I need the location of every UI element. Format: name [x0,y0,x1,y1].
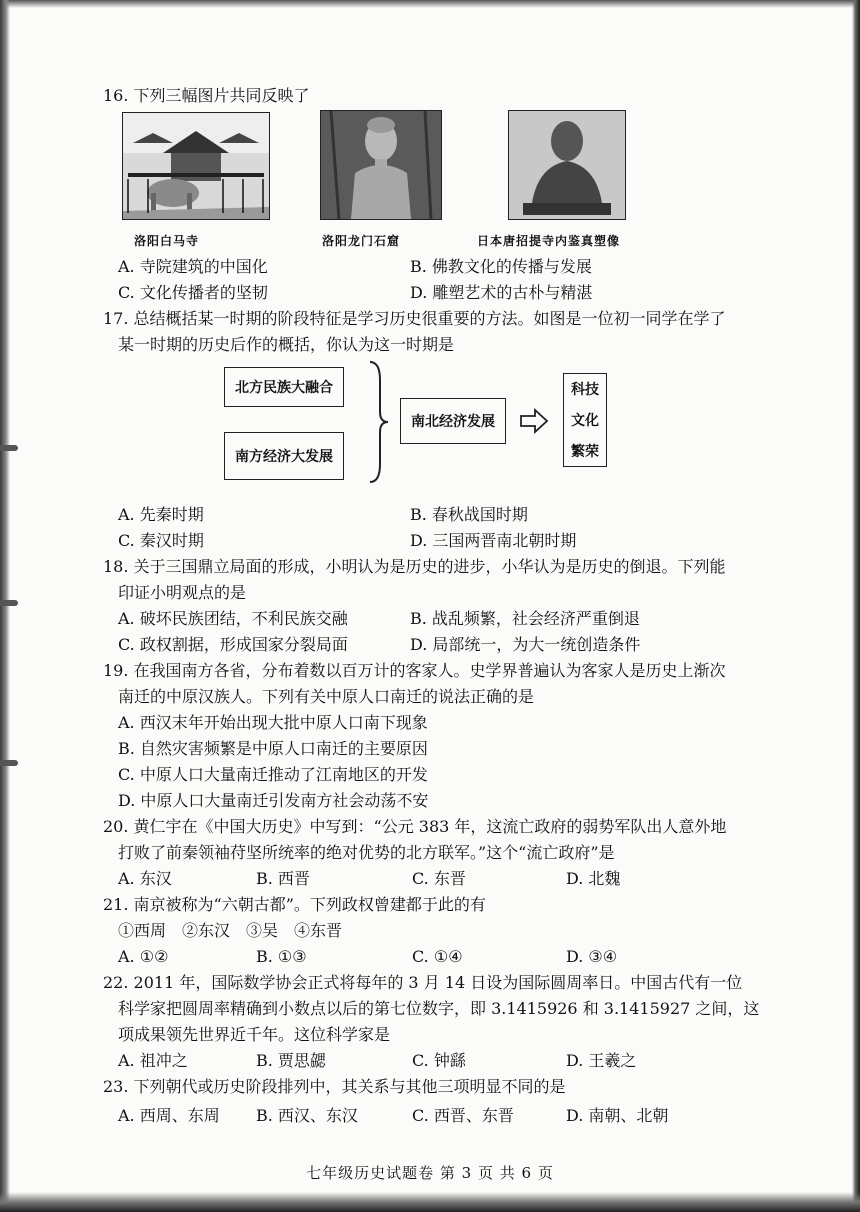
q19-stem-line1: 19. 在我国南方各省，分布着数以百万计的客家人。史学界普遍认为客家人是历史上渐次 [103,661,726,680]
q20-stem-line1: 20. 黄仁宇在《中国大历史》中写到：“公元 383 年，这流亡政府的弱势军队出人意外地 [103,817,727,836]
q23-option-d: D. 南朝、北朝 [566,1106,669,1125]
page-footer: 七年级历史试题卷 第 3 页 共 6 页 [306,1164,554,1182]
q17-option-a: A. 先秦时期 [118,505,204,524]
page-edge-bottom [0,1192,860,1212]
diagram-right-line: 文化 [571,412,599,429]
q20-option-b: B. 西晋 [256,869,310,888]
diagram-box-right [563,373,607,467]
photo-caption: 洛阳龙门石窟 [322,234,401,248]
page-edge-top [0,0,860,8]
q22-stem-line2: 科学家把圆周率精确到小数点以后的第七位数字，即 3.1415926 和 3.1415927 之间，这 [118,999,760,1018]
diagram-right-line: 繁荣 [571,443,599,460]
torn-edge-mark [0,600,18,606]
q23-option-c: C. 西晋、东晋 [412,1106,514,1125]
right-arrow-icon [519,408,549,434]
q20-stem-line2: 打败了前秦领袖苻坚所统率的绝对优势的北方联军。”这个“流亡政府”是 [118,843,615,862]
q18-stem-line2: 印证小明观点的是 [118,583,247,602]
photo-caption: 日本唐招提寺内鉴真塑像 [477,234,621,248]
q20-option-a: A. 东汉 [118,869,172,888]
q22-option-a: A. 祖冲之 [118,1051,188,1070]
torn-edge-mark [0,760,18,766]
q21-items: ①西周 ②东汉 ③吴 ④东晋 [118,921,343,940]
q16-option-a: A. 寺院建筑的中国化 [118,257,268,276]
q23-option-a: A. 西周、东周 [118,1106,220,1125]
q16-option-c: C. 文化传播者的坚韧 [118,283,268,302]
q20-option-d: D. 北魏 [566,869,621,888]
diagram-box-north: 北方民族大融合 [224,367,344,407]
diagram-box-south: 南方经济大发展 [224,432,344,480]
q21-option-a: A. ①② [118,947,169,966]
q19-option-a: A. 西汉末年开始出现大批中原人口南下现象 [118,713,428,732]
q17-stem-line2: 某一时期的历史后作的概括，你认为这一时期是 [118,335,455,354]
q18-stem-line1: 18. 关于三国鼎立局面的形成，小明认为是历史的进步，小华认为是历史的倒退。下列能 [103,557,726,576]
diagram-box-center: 南北经济发展 [400,398,506,444]
baima-temple-photo [122,112,270,220]
torn-edge-mark [0,445,18,451]
longmen-grottoes-photo [320,110,442,220]
q17-stem-line1: 17. 总结概括某一时期的阶段特征是学习历史很重要的方法。如图是一位初一同学在学了 [103,309,726,328]
q16-option-d: D. 雕塑艺术的古朴与精湛 [410,283,593,302]
q21-option-c: C. ①④ [412,947,463,966]
q22-stem-line3: 项成果领先世界近千年。这位科学家是 [118,1025,391,1044]
diagram-right-line: 科技 [571,382,599,399]
q16-stem: 16. 下列三幅图片共同反映了 [103,86,310,105]
photo-caption: 洛阳白马寺 [134,234,200,248]
q19-option-b: B. 自然灾害频繁是中原人口南迁的主要原因 [118,739,428,758]
q22-option-c: C. 钟繇 [412,1051,466,1070]
q18-option-a: A. 破坏民族团结，不利民族交融 [118,609,348,628]
jianzhen-statue-photo [508,110,626,220]
q22-option-d: D. 王羲之 [566,1051,637,1070]
page-edge-right [852,0,860,1212]
q21-stem: 21. 南京被称为“六朝古都”。下列政权曾建都于此的有 [103,895,486,914]
q18-option-c: C. 政权割据，形成国家分裂局面 [118,635,348,654]
curly-brace [368,360,392,485]
q19-option-d: D. 中原人口大量南迁引发南方社会动荡不安 [118,791,429,810]
q19-stem-line2: 南迁的中原汉族人。下列有关中原人口南迁的说法正确的是 [118,687,535,706]
q21-option-b: B. ①③ [256,947,307,966]
q20-option-c: C. 东晋 [412,869,466,888]
q19-option-c: C. 中原人口大量南迁推动了江南地区的开发 [118,765,428,784]
q18-option-d: D. 局部统一，为大一统创造条件 [410,635,641,654]
q23-stem: 23. 下列朝代或历史阶段排列中，其关系与其他三项明显不同的是 [103,1077,566,1096]
q17-option-b: B. 春秋战国时期 [410,505,528,524]
q22-stem-line1: 22. 2011 年，国际数学协会正式将每年的 3 月 14 日设为国际圆周率日。中国古代有一位 [103,973,743,992]
page-edge-left [0,0,10,1212]
q22-option-b: B. 贾思勰 [256,1051,326,1070]
q21-option-d: D. ③④ [566,947,618,966]
q17-option-d: D. 三国两晋南北朝时期 [410,531,577,550]
q17-option-c: C. 秦汉时期 [118,531,204,550]
q18-option-b: B. 战乱频繁，社会经济严重倒退 [410,609,640,628]
q23-option-b: B. 西汉、东汉 [256,1106,358,1125]
q16-option-b: B. 佛教文化的传播与发展 [410,257,592,276]
